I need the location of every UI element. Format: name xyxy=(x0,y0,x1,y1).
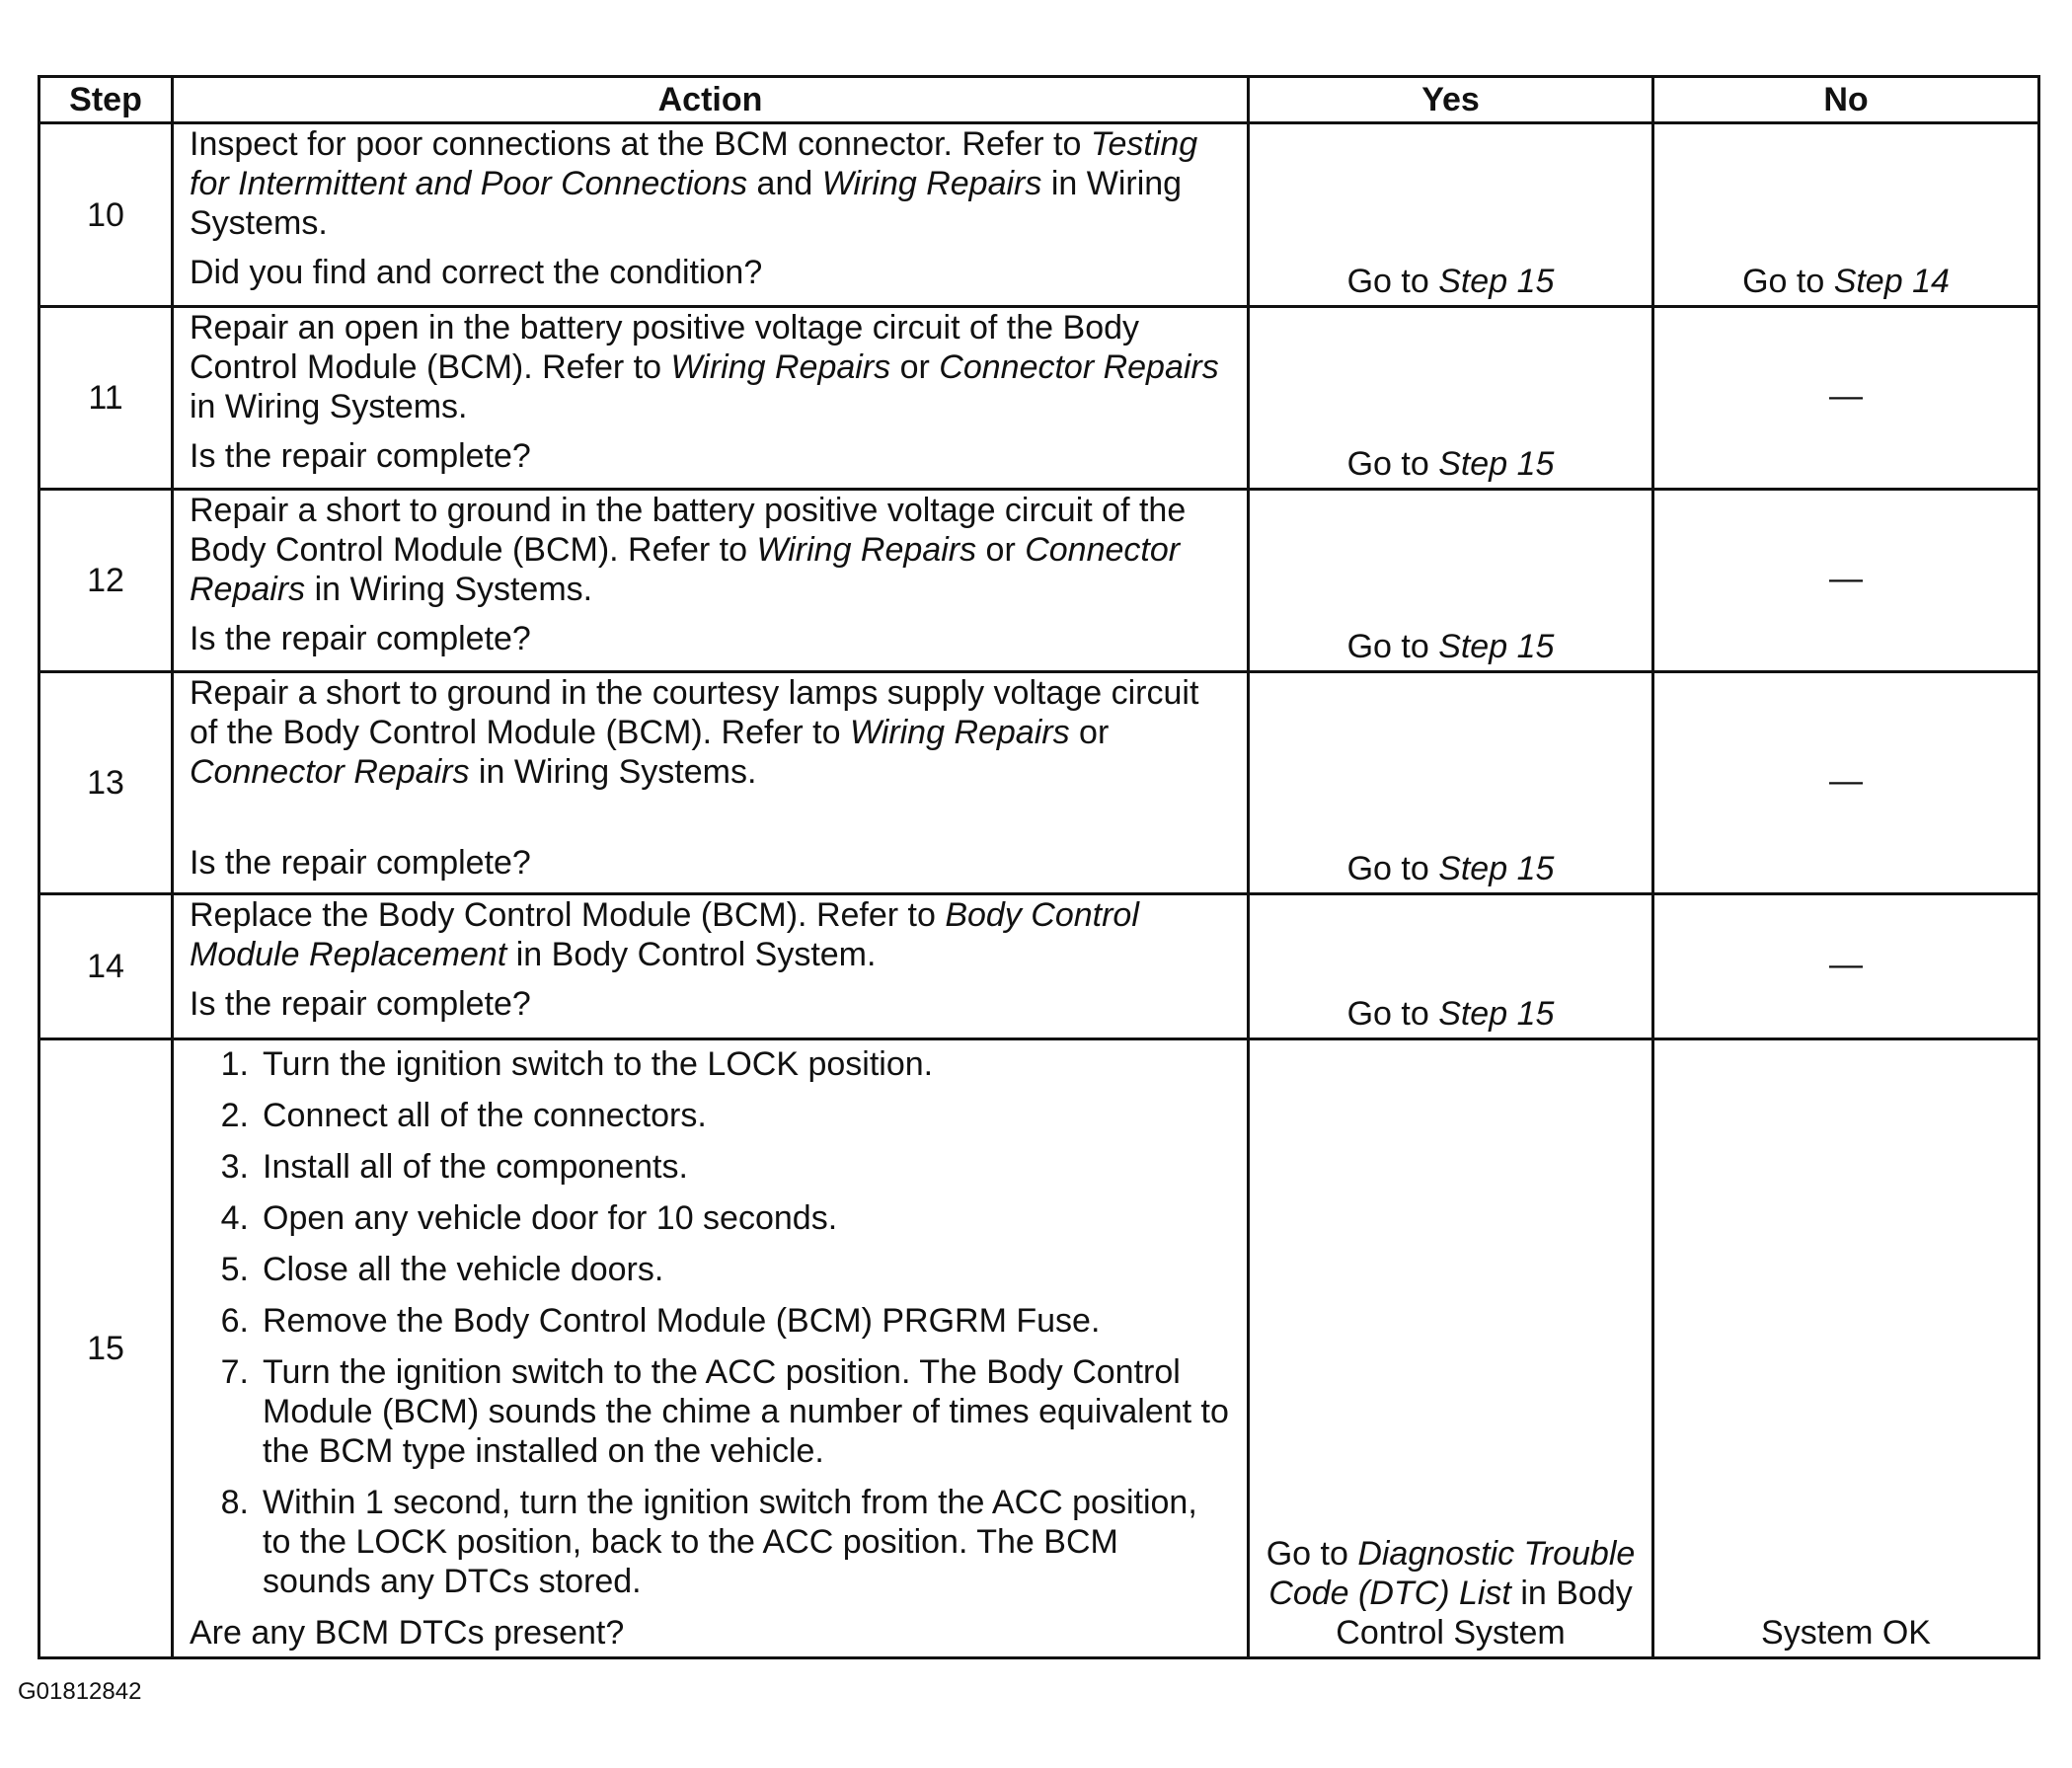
list-item-number: 4. xyxy=(220,1199,249,1237)
list-item-text: Turn the ignition switch to the ACC position. The Body Control Module (BCM) sounds the chime a number of times equivalent to the BCM type installed on the vehicle. xyxy=(263,1353,1229,1470)
text-run: Repair an open in the battery positive voltage circuit of the Body Control Module (BCM). Refer to xyxy=(190,309,1140,386)
header-action: Action xyxy=(173,77,1249,123)
list-item xyxy=(190,1483,1231,1601)
list-item-text: Connect all of the connectors. xyxy=(263,1097,707,1134)
procedure-list xyxy=(190,1044,1231,1601)
action-question: Are any BCM DTCs present? xyxy=(190,1614,625,1652)
italic-reference: Step 14 xyxy=(1833,263,1950,300)
action-instruction xyxy=(190,673,1231,792)
list-item xyxy=(190,1044,1231,1084)
italic-reference: Step 15 xyxy=(1438,628,1555,665)
list-item-number: 6. xyxy=(220,1302,249,1340)
yes-cell xyxy=(1249,123,1653,307)
table-row xyxy=(39,1039,2039,1658)
text-run: or xyxy=(976,531,1026,569)
list-item-text: Remove the Body Control Module (BCM) PRGRM Fuse. xyxy=(263,1302,1101,1340)
list-item-text: Open any vehicle door for 10 seconds. xyxy=(263,1199,838,1237)
italic-reference: Diagnostic Trouble Code (DTC) List xyxy=(1268,1535,1636,1612)
list-item-number: 5. xyxy=(220,1251,249,1288)
text-run: Go to xyxy=(1346,445,1439,483)
list-item-number: 1. xyxy=(220,1045,249,1083)
action-instruction xyxy=(190,124,1231,243)
list-item-number: 8. xyxy=(220,1484,249,1521)
action-instruction xyxy=(190,895,1231,974)
text-run: in Body Control System. xyxy=(506,936,877,973)
no-cell xyxy=(1653,894,2039,1039)
step-number: 10 xyxy=(39,123,173,307)
italic-reference: Wiring Repairs xyxy=(821,165,1042,202)
text-run: Go to xyxy=(1346,995,1439,1033)
italic-reference: Connector Repairs xyxy=(190,753,470,791)
table-row xyxy=(39,894,2039,1039)
text-run: in Wiring Systems. xyxy=(190,165,1183,242)
action-question: Is the repair complete? xyxy=(190,437,531,475)
text-run: — xyxy=(1829,377,1863,415)
text-run: — xyxy=(1829,946,1863,983)
step-number: 15 xyxy=(39,1039,173,1658)
text-run: in Wiring Systems. xyxy=(469,753,757,791)
text-run: in Body Control System xyxy=(1336,1575,1633,1652)
table-row xyxy=(39,490,2039,672)
action-cell xyxy=(173,490,1249,672)
text-run: Replace the Body Control Module (BCM). Refer to xyxy=(190,896,946,934)
yes-cell xyxy=(1249,894,1653,1039)
list-item xyxy=(190,1198,1231,1238)
list-item-text: Turn the ignition switch to the LOCK position. xyxy=(263,1045,934,1083)
step-number: 13 xyxy=(39,672,173,894)
header-no: No xyxy=(1653,77,2039,123)
text-run: Repair a short to ground in the courtesy lamps supply voltage circuit of the Body Control Module (BCM). Refer to xyxy=(190,674,1199,751)
yes-cell xyxy=(1249,490,1653,672)
italic-reference: Testing for Intermittent and Poor Connections xyxy=(190,125,1198,202)
list-item-number: 7. xyxy=(220,1353,249,1391)
italic-reference: Connector Repairs xyxy=(939,348,1219,386)
action-question: Did you find and correct the condition? xyxy=(190,254,763,291)
text-run: in Wiring Systems. xyxy=(305,571,593,608)
italic-reference: Step 15 xyxy=(1438,995,1555,1033)
header-step: Step xyxy=(39,77,173,123)
diagnostic-table xyxy=(38,75,2040,1659)
text-run: Inspect for poor connections at the BCM connector. Refer to xyxy=(190,125,1091,163)
text-run: Go to xyxy=(1742,263,1834,300)
list-item-text: Within 1 second, turn the ignition switch from the ACC position, to the LOCK position, back to the ACC position. The BCM sounds any DTCs stored. xyxy=(263,1484,1197,1600)
text-run: Repair a short to ground in the battery positive voltage circuit of the Body Control Module (BCM). Refer to xyxy=(190,492,1187,569)
no-cell xyxy=(1653,490,2039,672)
action-cell xyxy=(173,1039,1249,1658)
italic-reference: Connector Repairs xyxy=(190,531,1181,608)
action-question: Is the repair complete? xyxy=(190,844,531,882)
list-item xyxy=(190,1250,1231,1289)
step-number: 12 xyxy=(39,490,173,672)
text-run: System OK xyxy=(1761,1614,1931,1652)
italic-reference: Wiring Repairs xyxy=(670,348,891,386)
list-item-number: 3. xyxy=(220,1148,249,1186)
text-run: Go to xyxy=(1266,1535,1358,1573)
action-cell xyxy=(173,123,1249,307)
text-run: — xyxy=(1829,762,1863,800)
list-item xyxy=(190,1352,1231,1471)
italic-reference: Step 15 xyxy=(1438,445,1555,483)
text-run: or xyxy=(1069,714,1110,751)
action-cell xyxy=(173,307,1249,490)
text-run: Go to xyxy=(1346,628,1439,665)
table-row xyxy=(39,123,2039,307)
action-question: Is the repair complete? xyxy=(190,985,531,1023)
header-row xyxy=(39,77,2039,123)
yes-cell xyxy=(1249,307,1653,490)
action-instruction xyxy=(190,491,1231,609)
italic-reference: Wiring Repairs xyxy=(849,714,1070,751)
table-row xyxy=(39,307,2039,490)
list-item xyxy=(190,1096,1231,1135)
action-instruction xyxy=(190,308,1231,426)
text-run: or xyxy=(890,348,940,386)
text-run: — xyxy=(1829,560,1863,597)
list-item-text: Close all the vehicle doors. xyxy=(263,1251,664,1288)
italic-reference: Wiring Repairs xyxy=(756,531,977,569)
text-run: and xyxy=(747,165,822,202)
header-yes: Yes xyxy=(1249,77,1653,123)
italic-reference: Body Control Module Replacement xyxy=(190,896,1139,973)
no-cell xyxy=(1653,307,2039,490)
no-cell xyxy=(1653,672,2039,894)
italic-reference: Step 15 xyxy=(1438,850,1555,887)
list-item xyxy=(190,1301,1231,1341)
figure-id: G01812842 xyxy=(18,1678,142,1705)
italic-reference: Step 15 xyxy=(1438,263,1555,300)
action-question: Is the repair complete? xyxy=(190,620,531,657)
step-number: 11 xyxy=(39,307,173,490)
text-run: Go to xyxy=(1346,850,1439,887)
list-item xyxy=(190,1147,1231,1187)
step-number: 14 xyxy=(39,894,173,1039)
action-cell xyxy=(173,894,1249,1039)
list-item-number: 2. xyxy=(220,1097,249,1134)
no-cell xyxy=(1653,1039,2039,1658)
text-run: Go to xyxy=(1346,263,1439,300)
text-run: in Wiring Systems. xyxy=(190,388,468,425)
no-cell xyxy=(1653,123,2039,307)
action-cell xyxy=(173,672,1249,894)
list-item-text: Install all of the components. xyxy=(263,1148,688,1186)
table-row xyxy=(39,672,2039,894)
yes-cell xyxy=(1249,672,1653,894)
yes-cell xyxy=(1249,1039,1653,1658)
